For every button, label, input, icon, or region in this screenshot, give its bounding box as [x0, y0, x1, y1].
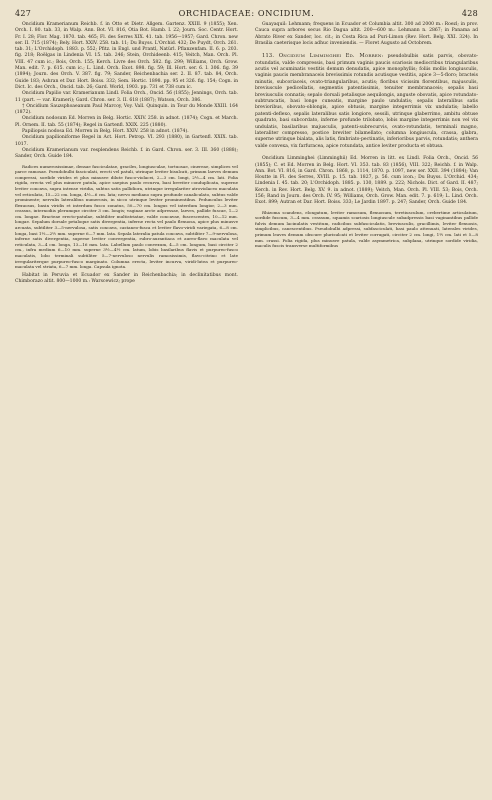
synonym-paragraph: Oncidium Kramerianum var. resplendens Reichb. f. in Gard. Chron. ser. 3. III. 360 (1888); Sander, Orch. Guide 184.: [15, 147, 238, 160]
synonym-paragraph: Oncidium Limminghei (Limminghii) Ed. Morren in litt. ex Lindl. Folia Orch., Oncid. 56 (1855); C. et Ed. Morren in Belg. Hort. VI. 353. tab. 83 (1856), VIII. 322; Reichb. f. in Walp. Ann. Bot. VI. 816, in Gard. Chron. 1868, p. 1114, 1870. p. 1097, new ser. XXII. 394 (1884); Van Houtte in Fl. des Serres, XVIII. p. 15. tab. 1827, p. 56. cum icon.; Du Buyss. L'Orchid. 434; Lindenia I. 45. tab. 20; L'Orchidoph. 1885. p. 130, 1889. p. 222; Nichols. Dict. of Gard. II. 487; Kerch. in Rev. Hort. Belg. XV. 9. in adnot. (1889); Veitch, Man. Orch. Pl. VIII. 53; Bois, Orch. 156; Rand in Journ. des Orch. IV. 95; Williams, Orch. Grow. Man. edit. 7. p. 619; L. Lind. Orch. Exot. 899; Autran et Dar. Hort. Boiss. 333; Le Jardin 1897. p. 247; Sander, Orch. Guide 184.: [255, 156, 478, 206]
synonym-paragraph: Oncidium papilioniforme Regel in Act. Hort. Petrop. VI. 293 (1880), in Gartenfl. XXIX. tab. 1017.: [15, 135, 238, 147]
species-diagnosis: : pseudobulbis satis parvis, obovato-rotundatis, valde compressis, basi primum vaginis paucis scariosis mediocribus triangularibus acutis vel acuminatis vestitis demum denudatis, apice monophyllis; foliis mollis longiusculis, vaginis paucis membranaceis brevissimis rotundis acutisque vestitis, apice 3—5-floro; bracteis minutis, subcoriaceis, ovato-triangularibus, acutis; floribus vicissim florentibus, majusculis, breviuscule pedicellatis, segmentis patentissimis, tenuiter membranaceis; sepalis basi breviusculis connatis; sepalo dorsali petalisque aequilongis, anguste obovatis, apice rotundato-subtruncatis, basi longe cuneatis, margine paulo undulatis; sepalis lateralibus satis brevioribus, obovato-oblongis, apice obtusis, margine integerrimis vix undulatis; labello patenti-deflexo, sepalis lateralibus satis longiore, sessili, utrinque glaberrimo, ambitu obtuse quadrato, basi subcordato, inferne profunde trilobato, lobis margine integerrimis non vel vix undulatis, basilaribus majusculis, patenti-subrecurvis, ovato-rotundatis, terminali magno, lateraliter compresso, postice breviter bilamellato; columna longiuscula, crassa, glabra, superne utrinque bialata, alis latis, fimbriato-pectinatis, inferioribus parvis, rotundatis; anthera valde convexa, vix farfuracea, apice rotundata, antice leviter producta et obtusa.: [255, 54, 479, 149]
running-title: ORCHIDACEAE: ONCIDIUM.: [178, 8, 315, 18]
page-number-right: 428: [461, 9, 478, 18]
species-author: Ed. Morren: [345, 53, 382, 60]
species-entry: [255, 53, 478, 150]
species-description: Rhizoma scandens, elongatum, leviter ramosum, flexuosum, teretiusculum, crebertime articulatum, sordide fuscum, 3—4 mm. crassum, squamis scariosis longiuscule subadpressis basi vaginantibus pallide fulvis demum lacinulatis vestitum, radicibus subfasciculatis, breviusculis, gracillimis, leviter flexuosis, simplicibus, canescentibus. Pseudobulbi adpressi, subfasciculati, basi paulo attenuati, laterales virides, primum leaves demum obscure plurisulcati et leviter corrugati, circiter 2 cm. longi, 1½ cm. lati et 5—8 mm. crassi. Folia rigida, plus minusve patula, valde asymmetrica, subplana, utrinque sordide viridia, maculis fuscis transverse multiformibus: [255, 209, 478, 249]
page-number-left: 427: [15, 9, 32, 18]
synonym-paragraph: † Oncidium Sauzsphoaeanum Paul Marcoy, Voy. Vall. Quinquin. in Tour du Monde XXIII. 164 (1872).: [15, 103, 238, 116]
synonym-paragraph: Oncidium Kramerianum Reichb. f. in Otto et Dietr. Allgem. Gartenz. XXIII. 9 (1855); Xen. Orch. I. 80. tab. 33, in Walp. Ann. Bot. VI. 816, Otia Bot. Hamb. I. 22; Journ. Soc. Centr. Hort. Fr. I. 28; Flor. Mag. 1870. tab. 465; Fl. des Serres XIX. 41. tab. 1956—1957; Gard. Chron. new ser. II. 715 (1874); Bely. Hort. XXIV. 258. tab. 11; Du Buyss. L'Orchid. 432; De Puydt, Orch. 261. tab. 31; L'Orchidoph. 1883. p. 552; Pfitz. in Engl. und Prantl, Natürl. Pflanzenfam. II. 6. p. 203. fig. 218; Roëlgas in Lindenia VI. 15. tab. 246; Stein, Orchideenb. 415; Veitch, Man. Orch. Pl. VIII. 47 cum ic.; Bois, Orch. 155; Kerch. Livre des Orch. 582. fig. 299; Williams, Orch. Grow. Man. edit. 7. p. 615. cum ic.; L. Lind. Orch. Exot. 898. fig. 59; Ill. Hort. ser. 6. I. 306. fig. 39 (1894); Journ. des Orch. V. 387. fig. 79; Sander, Reichenbachia ser. 2. II. 87. tab. 84, Orch. Guide 183; Ashran et Dar. Hort. Boiss. 332; Sem. Hortic. 1898. pp. 95 et 326. fig. 154; Cogn. in Dict. Ic. des Orch., Oncid. tab. 26; Gard. World, 1903. pp. 731 et 738 cum ic.: [15, 22, 238, 90]
synonym-paragraph: Papiliopsis nodosa Ed. Morren in Belg. Hort. XXIV. 258 in adnot. (1874).: [22, 129, 189, 135]
synonym-paragraph: Oncidium nodosum Ed. Morren in Belg. Hortic. XXIV. 258. in adnot. (1874); Cogn. et March. Pl. Ornem. II. tab. 55 (1874); Regel in Gartenfl. XXIX. 225 (1880).: [15, 116, 238, 128]
synonym-paragraph: Oncidium Papilio var. Kramerianum Lindl. Folia Orch., Oncid. 56 (1855); Jennings, Orch. tab. 11 (part. — var. Krameri); Gard. Chron. ser. 3. II. 618 (1887); Watson, Orch. 386.: [15, 91, 238, 103]
two-column-body: [15, 22, 478, 285]
left-column: [15, 22, 238, 285]
page-header: [15, 8, 478, 18]
species-heading: 113. Oncidium Limminghei: [262, 53, 342, 60]
right-column: [255, 22, 478, 285]
species-description: Radices numerosissimae, densae fasciculatae, graciles, longiusculae, tortuosae, cinereae, simplices vel parce ramosae. Pseudobulbi fasciculati, erecti vel patuli, utrinque leviter bisulcati, primum laeves demum compressi, sordide virides et plus minusve dilute fusco-violacei, 2—3 cm. longi, 2½—4 cm. lati. Folia rigida, erecta vel plus minusve patula, apice saepius paulo recurva, basi breviter conduplicata, superne leviter concava, supra intense viridia, subtus satis pallidiora, utrinque irregulariter atroviolaceo maculata vel reticulata, 15—22 cm. longa, 4½—6 cm. lata; nervo mediano supra profunde canaliculato, subtus valde prominente; nervulis lateralibus numerosis, in sicco utrinque leviter prominentibus. Pedunculus leviter flexuosus, basin viridis et interdum fusco zonatus, 50—70 cm. longus vel interdum longior, 2—3 mm. crassus, internodiis plerumque circiter 3 cm. longis; vaginae arcte adpressae, laeves, pallide fuscae, 1—2 cm. longae. Bracteae erecto-patulae, subtiliter multistriatae, valde concavae, fuscescentes, 10—12 mm. longae. Sepalum dorsale petaloque satis divergentia, inferne recta vel paulo flexuosa, apice plus minusve arcuata, subtiliter 3—5-nervulosa, satis concava, castaneo-fusca et leviter flavo-viridi variegata, 6—8 cm. longa, basi 1½—2½ mm. superne 6—7 mm. lata. Sepala lateralia patula concava, subtiliter 7—9-nervulosa, inferne satis divergentia, superne leviter convergentia, rubro-aurantiaca et aureo-flavo maculata vel reticulata, 3—4 cm. longa, 13—16 mm. lata. Labellum paulo convexum, 4—5 cm. longum, basi circiter 2 cm., infra medium 6—10 mm. superne 3½—4½ cm. latum, lobis basilaribus flavis et purpureo-fusco maculatis, lobo terminali subtiliter 5—7-nervuloso nervulis ramosissimis, flavo-citrino et late irregulariterque purpureo-fusco marginato. Columna erecta, leviter incurva, viridi-lutea et purpureo-maculata vel striata, 6—7 mm. longa. Capsula ignota.: [15, 163, 238, 270]
habitat-continuation: Guayaquil: Lehmann; frequens in Ecuador et Columbia altit. 300 ad 2000 m.: Roezl; in prov. Cauca supra arbores secus Rio Dagua altit. 200—600 m.: Lehmann n. 2867; in Panama ad Abrato River ex Sander, loc. cit.; in Costa Rica ad Puri-Limon (Rev. Hort. Belg. XXI. 324). In Brasilia caeterisque locis adhuc inveniendis. — Floret Augusto ad Octobrem.: [255, 22, 478, 46]
habitat-paragraph: Habitat in Peruvia et Ecuador ex Sander in Reichenbachia; in declinitatibus mont. Chimborazo altit. 800—1000 m.: Warscewicz; prope: [15, 272, 238, 285]
